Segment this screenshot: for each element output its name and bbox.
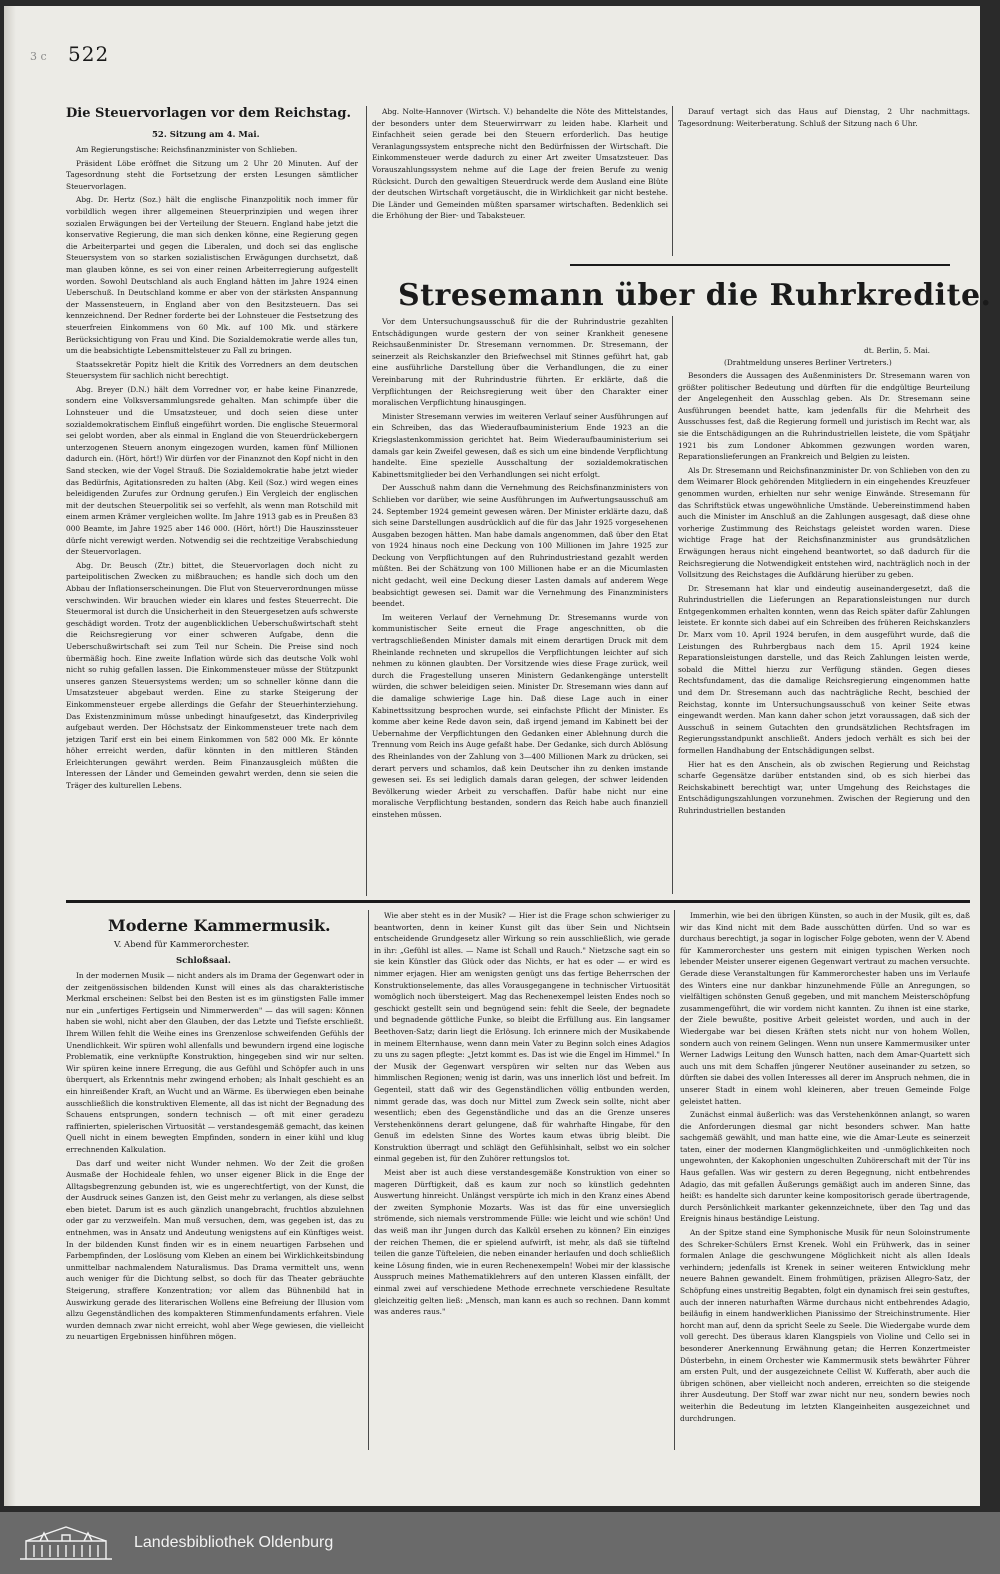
article-stresemann-title: Stresemann über die Ruhrkredite. [398, 278, 992, 313]
page-edge-shadow [4, 6, 16, 1506]
article-musik-subtitle: V. Abend für Kammerorchester. [114, 940, 250, 950]
column-divider [368, 910, 369, 1450]
paragraph: Der Ausschuß nahm dann die Vernehmung des Reichsfinanzministers von Schlieben vor darüber, wie seine Ausführungen im Aufwertungsausschuß am 24. September 1924 gemeint gewesen wären. Der Minister erklärte dazu, daß sich seine Darstellungen ausdrücklich auf die für das Jahr 1925 vorgesehenen Ausgaben bezogen hätten. Man habe damals angenommen, daß über den Etat von 1924 hinaus noch eine Deckung von 100 Millionen im Jahre 1925 zur Deckung von Verpflichtungen auf den Ruhrindustriestand gezahlt werden müßten. Bei der Schätzung von 100 Millionen habe er an die Micumlasten nicht gedacht, weil eine Deckung dieser Lasten damals auf anderem Wege beabsichtigt gewesen sei. Damit war die Vernehmung des Finanzministers beendet. [372, 483, 668, 609]
paragraph: Im weiteren Verlauf der Vernehmung Dr. Stresemanns wurde von kommunistischer Seite erneut die Frage angeschnitten, ob die vertragschließenden Minister damals mit einem derartigen Druck mit dem Rheinlande rechneten und skrupellos die Verpflichtungen leichter auf sich nehmen zu können glaubten. Der Vorsitzende wies diese Frage zurück, weil durch die Fragestellung unseren Ministern Gedankengänge unterstellt würden, die schwer beleidigen seien. Minister Dr. Stresemann wies dann auf die damalige schwierige Lage hin. Daß diese Lage auch in einer Kabinettssitzung besprochen wurde, sei einfachste Pflicht der Minister. Es komme aber keine Rede davon sein, daß irgend jemand im Kabinett bei der Uebernahme der Verpflichtungen den Gedanken einer Ablehnung durch die Trennung vom Reich ins Auge gefaßt habe. Der Gedanke, sich durch Ablösung des Rheinlandes von der Zahlung von 3—400 Millionen Mark zu drücken, sei derart pervers und schamlos, daß kein Deutscher ihn zu denken imstande gewesen sei. Es sei lediglich damals daran gelegen, der schwer leidenden Bevölkerung wieder Arbeit zu verschaffen. Dafür habe nicht nur eine moralische Verpflichtung bestanden, sondern das Reich habe auch finanziell einstehen müssen. [372, 612, 668, 819]
paragraph: Meist aber ist auch diese verstandesgemäße Konstruktion von einer so mageren Dürftigkeit, daß es kaum zur noch so künstlich gedehnten Auswertung hinreicht. Unlängst verspürte ich mich in den Kranz eines Abend der zweiten Symphonie Mozarts. Was ist das für eine unversieglich strömende, sich niemals verstrommende Fülle: wie leicht und wie schön! Und das weiß man ihr Jungen durch das Kalkül ersehen zu können? Ein einziges der reichen Themen, die er spielend aufwirft, ist mehr, als daß sie tüftelnd teilen die ganze Tüfteleien, die neben einander herlaufen und doch schließlich keine Lösung finden, wie in euren Rechenexempeln! Wobei mir der klassische Ausspruch meines Mathematiklehrers auf den unteren Klassen einfällt, der einmal zwei auf verschiedene Methode errechnete verschiedene Resultate gleichzeitig gelten ließ: „Mensch, man kann es auch so rechnen. Dann kommt was anderes raus." [374, 1168, 670, 1317]
paragraph: Das darf und weiter nicht Wunder nehmen. Wo der Zeit die großen Ausmaße der Hochideale fehlen, wo unser eigener Blick in die Enge der Alltagsbegrenzung gebunden ist, wie es ungerechtfertigt, von der Kunst, die der Ausdruck seines Ganzen ist, den Geist mehr zu verlangen, als diese selbst eben bietet. Darum ist es auch gänzlich unangebracht, fruchtlos abzulehnen oder gar zu verzweifeln. Man muß versuchen, dem, was gegeben ist, das zu entnehmen, was in Ansatz und Andeutung wenigstens auf ein Künftiges weist. In der bildenden Kunst finden wir es in einem neuartigen Farbsehen und Farbempfinden, der Loslösung vom Kleben an einem bei Wirklichkeitsbindung unmittelbar nachmalendem Naturalismus. Das Drama vermittelt uns, wenn auch weniger für die Dichtung selbst, so doch für das Theater gebräuchte Steigerung, straffere Konzentration; vor allem das Bühnenbild hat in Auswirkung gerade des literarischen Wollens eine Befreiung der Illusion vom allzu Gegenständlichen des kompakteren Stimmenfundaments erfahren. Viele wurden demnach zwar nicht erreicht, wohl aber Wege gewiesen, die vielleicht zu neuartigen Ergebnissen hinführen mögen. [66, 1158, 364, 1342]
paragraph: Vor dem Untersuchungsausschuß für die der Ruhrindustrie gezahlten Entschädigungen wurde gestern der von seiner Krankheit genesene Reichsaußenminister Dr. Stresemann vernommen. Dr. Stresemann, der seinerzeit als Reichskanzler den Briefwechsel mit Stinnes geführt hat, gab eine ausführliche Darstellung über die Verhandlungen, die zu einer Vereinbarung mit der Ruhrindustrie führten. Er erklärte, daß die Verpflichtungen der Reichsregierung weit über den Charakter einer moralischen Verpflichtung hinausgingen. [372, 317, 668, 408]
article-musik-col2 [374, 910, 670, 1452]
margin-mark: 3 c [30, 50, 47, 63]
paragraph: Besonders die Aussagen des Außenministers Dr. Stresemann waren von größter politischer Bedeutung und dürften für die endgültige Beurteilung der Angelegenheit den Ausschlag geben. Als Dr. Stresemann seine Ausführungen beendet hatte, kam jedenfalls für die Mehrheit des Ausschusses fest, daß die Regierung formell und juristisch im Recht war, als sie die Entschädigungen an die Ruhrindustriellen leistete, die vom Spätjahr 1921 bis zum Londoner Abkommen gezwungen worden waren, Reparationslieferungen an Frankreich und Belgien zu leisten. [678, 371, 970, 462]
paragraph: Dr. Stresemann hat klar und eindeutig auseinandergesetzt, daß die Ruhrindustriellen die Lieferungen an Reparationsleistungen nur durch Entgegenkommen erhalten konnten, wenn das Reich später dafür Zahlungen leistete. Er konnte sich dabei auf ein Schreiben des früheren Reichskanzlers Dr. Marx vom 10. April 1924 berufen, in dem ausgeführt wurde, daß die Leistungen des Ruhrbergbaus nach dem 15. April 1924 keine Reparationsleistungen darstelle, und das Reich Zahlungen leisten werde, sobald die Mittel hierzu zur Verfügung ständen. Gegen dieses Rechtsfundament, das die damalige Reichsregierung eingenommen hatte und dem Dr. Stresemann auch das nachträgliche Recht, beschied der Reichstag, konnte im Untersuchungsausschuß von keiner Seite etwas eingewandt werden. Man kann daher schon jetzt voraussagen, daß sich der Ausschuß in seinem Gutachten den grundsätzlichen Rechtsfragen im Regierungsstandpunkt anschließt. Anders jedoch verhält es sich bei der formellen Handhabung der Entschädigungen selbst. [678, 583, 970, 755]
paragraph: Darauf vertagt sich das Haus auf Dienstag, 2 Uhr nachmittags. Tagesordnung: Weiterberatung. Schluß der Sitzung nach 6 Uhr. [678, 107, 970, 128]
paragraph: Als Dr. Stresemann und Reichsfinanzminister Dr. von Schlieben von den zu dem Weimarer Block gehörenden Mitgliedern in ein eingehendes Kreuzfeuer genommen wurden, erhielten nur sehr wenige Einwände. Stresemann für das Schriftstück etwas ungewöhnliche Umstände. Uebereinstimmend haben auch die Minister im Anschluß an die Zahlungen ausgesagt, daß diese ohne vorherige Zustimmung des Reichstags geleistet worden waren. Diese wichtige Frage hat der Reichsfinanzminister aus grundsätzlichen Erwägungen heraus nicht eingehend beantwortet, so daß dadurch für die Reichsregierung die Notwendigkeit entstehen wird, nachträglich noch in der Vollsitzung des Reichstages die Aufklärung hierüber zu geben. [678, 465, 970, 580]
paragraph: Abg. Breyer (D.N.) hält dem Vorredner vor, er habe keine Finanzrede, sondern eine Volksversammlungsrede gehalten. Man schimpfe über die Lohnsteuer und die Umsatzsteuer, und doch seien diese unter sozialdemokratischem Einfluß eingeführt worden. Die englische Steuermoral sei gelobt worden, aber als einmal in England die von Steuerdrückebergern unterzogenen Steuern anonym eingezogen wurden, kamen fünf Millionen dadurch ein. (Hört, hört!) Wir dürfen vor der Finanznot den Kopf nicht in den Sand stecken, wie der Vogel Strauß. Die Sozialdemokratie habe jetzt wieder das Bedürfnis, Agitationsreden zu halten (Abg. Keil (Soz.) wird wegen eines beleidigenden Zurufes zur Ordnung gerufen.) Ein Vergleich der englischen mit der deutschen Steuerpolitik sei so verfehlt, als wenn man Rotschild mit einem armen Krämer vergleichen wollte. Im Jahre 1913 gab es in Preußen 83 000 Beamte, im Jahre 1925 aber 146 000. (Hört, hört!) Die Hauszinssteuer dürfe nicht verewigt werden. Notwendig sei die rechtzeitige Verabschiedung der Steuervorlagen. [66, 384, 358, 557]
article-stresemann-col1 [372, 316, 668, 894]
page-number: 522 [68, 42, 110, 66]
article-stresemann-col2 [678, 370, 970, 894]
article-steuer-col3 [678, 106, 970, 256]
paragraph: Minister Stresemann verwies im weiteren Verlauf seiner Ausführungen auf ein Schreiben, das das Wiederaufbauministerium Ende 1923 an die Kriegslastenkommission gerichtet hat. Beim Wiederaufbauministerium sei damals gar kein Zweifel gewesen, daß es sich um eine bindende Verpflichtung handelte. Eine spezielle Ausschaltung der sozialdemokratischen Kabinettsmitglieder bei den Verhandlungen sei nicht erfolgt. [372, 411, 668, 479]
paragraph: Abg. Dr. Beusch (Ztr.) bittet, die Steuervorlagen doch nicht zu parteipolitischen Zwecken zu mißbrauchen; es handle sich doch um den Abbau der Inflationserscheinungen. Die Flut von Steuerverordnungen müsse verschwinden. Wir brauchen wieder ein klares und festes Steuerrecht. Die Steuermoral ist durch die Unsicherheit in den Steuergesetzen aufs schwerste geschädigt worden. Trotz der augenblicklichen Ueberschußwirtschaft steht die Reichsregierung vor einer schweren Aufgabe, denn die Ueberschußwirtschaft sei zum Teil nur Schein. Die Preise sind noch übermäßig hoch. Eine zweite Inflation würde sich das deutsche Volk wohl nicht so ruhig gefallen lassen. Die Einkommensteuer müsse der Stützpunkt unseres ganzen Steuersystems werden; um so schneller könne dann die Umsatzsteuer abgebaut werden. Eine zu starke Steigerung der Einkommensteuer ergebe allerdings die Gefahr der Steuerhinterziehung. Das Existenzminimum müsse unbedingt hinaufgesetzt, das Kinderprivileg aufgebaut werden. Der Höchstsatz der Einkommensteuer trete nach dem jetzigen Tarif erst ein bei einem Einkommen von 582 000 Mk. Er könnte höher erreicht werden, dafür könnten in den mittleren Ständen Erleichterungen gewährt werden. Beim Finanzausgleich müßten die Interessen der Länder und Gemeinden gewahrt werden, denn sie seien die Träger des kulturellen Lebens. [66, 560, 358, 791]
paragraph: Abg. Dr. Hertz (Soz.) hält die englische Finanzpolitik noch immer für vorbildlich wegen ihrer allgemeinen Steuerprinzipien und wegen ihrer sozialen Erwägungen bei der Verteilung der Steuern. England habe jetzt die konservative Regierung, die man sich denken könne, eine Regierung gegen die Arbeiterpartei und gegen die Liberalen, und doch sei das englische Steuersystem von so starken sozialistischen Erwägungen durchsetzt, daß man glauben könne, es sei von einer reinen Arbeiterregierung aufgestellt worden. Sowohl Deutschland als auch England hätten im Jahre 1924 einen Ueberschuß. In Deutschland komme er aber von der stärksten Anspannung der Massensteuern, in England aber von den Besitzsteuern. Das sei kennzeichnend. Der Redner forderte bei der Lohnsteuer die Festsetzung des steuerfreien Einkommens von 60 Mk. auf 100 Mk. und stärkere Berücksichtigung von Frau und Kind. Die Sozialdemokratie werde alles tun, um die beabsichtigte Lebensmittelsteuer zu Fall zu bringen. [66, 195, 358, 356]
article-musik-col3 [680, 910, 970, 1452]
paragraph: Wie aber steht es in der Musik? — Hier ist die Frage schon schwieriger zu beantworten, denn in keiner Kunst gilt das über Sein und Nichtsein entscheidende Grundgesetz aller Wirkung so rein ausschließlich, wie gerade in ihr: „Gefühl ist alles. — Name ist Schall und Rauch." Nietzsche sagt ein so sie kein Künstler das Glück oder das Nichts, er hat es oder — er wird es nimmer erjagen. Hier am wenigsten genügt uns das fertige Beherrschen der Konstruktionselemente, das alles Vorausgegangene in technischer Virtuosität womöglich noch übersteigert. Mag das Rechenexempel leisten Endes noch so geschickt gestellt sein und begnügend sein: fehlt die Seele, der begnadete und begnadende göttliche Funke, so bleibt die Erfüllung aus. Ein langsamer Beethoven-Satz; darin liegt die Erlösung. Ich erinnere mich der Musikabende in meinem Elternhause, wenn dann mein Vater zu Beginn solch eines Adagios zu uns zu sagen pflegte: „Jetzt kommt es. Das ist wie die Engel im Himmel." In der Musik der Gegenwart verspüren wir selten nur das Weben aus himmlischen Regionen; wenig ist darin, was uns innerlich löst und befreit. Im Gegenteil, statt daß wir des Gegenständlichen völlig entbunden werden, nimmt gerade das, was doch nur Mittel zum Zweck sein sollte, nicht aber wesentlich; eben des Gegenständliche und das an die Grenze unseres Verstehenkönnens derart gelungene, daß für wahrhafte Hingabe, für den Genuß im edelsten Sinne des Wortes kaum etwas übrig bleibt. Die Konstruktion überragt und schlägt den Gefühlsinhalt, selbst wo ein solcher einmal gegeben ist, für den Zuhörer rettungslos tot. [374, 911, 670, 1164]
library-building-icon [16, 1523, 116, 1563]
paragraph: Immerhin, wie bei den übrigen Künsten, so auch in der Musik, gilt es, daß wir das Kind nicht mit dem Bade ausschütten dürfen. Und so war es durchaus berechtigt, ja sogar in logischer Folge geboten, wenn der V. Abend für Kammerorchester uns gestern mit einigen typischen Werken noch lebender Meister unserer eigenen Gegenwart vertraut zu machen versuchte. Gerade diese Veranstaltungen für Kammerorchester haben uns im Verlaufe des Winters eine nur dankbar hinzunehmende Fülle an Anregungen, so vielfältigen schönsten Genuß gegeben, und mit manchem Meisterschöpfung zusammengeführt, die wir vordem nicht kannten. Zu ihnen ist eine starke, der Ziele bewußte, positive Arbeit geleistet worden, und auch in der Wiedergabe war bei diesen Kräften stets nicht nur von hohem Wollen, sondern auch von reinem Gelingen. Wenn nun unsere Kammermusiker unter Werner Ladwigs Leitung den Wunsch hatten, nach dem Amar-Quartett sich auch uns mit dem Schaffen jüngerer Neutöner auseinander zu setzen, so dürften sie dabei des vollen Interesses all derer im Anspruch nehmen, die in unserer Stadt in einem wohl kleineren, aber treuen Gemeinde Folge geleistet hatten. [680, 911, 970, 1106]
paragraph: In der modernen Musik — nicht anders als im Drama der Gegenwart oder in der zeitgenössischen bildenden Kunst will eines als das charakteristische Merkmal erscheinen: Selbst bei den Besten ist es im günstigsten Falle immer nur ein „unfertiges Fertigsein und Nimmerwerden" — das will sagen: Können haben sie wohl, nicht aber den Glauben, der das Letzte und Tiefste erschließt. Ihrem Willen fehlt die Weihe eines ins Grenzenlose schweifenden Gefühls der Unendlichkeit. Wir spüren wohl allenfalls und bewundern irgend eine logische Problematik, eine verknüpfte Konstruktion, hingegeben sind wir nur selten. Wir spüren keine innere Erregung, die aus Gefühl und Schöpfer auch in uns überquert, als Erkenntnis mehr zwingend erhoben; als Inhalt geschieht es an ein hinreißender Kraft, an Wucht und an Wärme. Es überwiegen eben beinahe ausschließlich die konstruktiven Elemente, all das ist nicht der Begnadung des Schauens entsprungen, sondern technisch — oft mit einer geradezu raffinierten, spielerischen Virtuosität — verstandesgemäß gemacht, das keinen Quell nicht in einem bewegten Empfinden, sondern in einer kühl und klug errechnenden Kalkulation. [66, 971, 364, 1154]
library-footer [0, 1512, 1000, 1574]
article-steuer-title: Die Steuervorlagen vor dem Reichstag. [66, 106, 352, 121]
article-separator [570, 264, 950, 266]
paragraph: Hier hat es den Anschein, als ob zwischen Regierung und Reichstag scharfe Gegensätze darüber entstanden sind, ob es sich hierbei das Reichskabinett berechtigt war, unter Umgehung des Reichstages die Entschädigungszahlungen vorzunehmen. Zwischen der Regierung und den Ruhrindustriellen bestanden [678, 759, 970, 815]
paragraph: An der Spitze stand eine Symphonische Musik für neun Soloinstrumente des Schreker-Schülers Ernst Krenek. Wohl ein Frühwerk, das in seiner formalen Anlage die geschwungene Möglichkeit nicht als allen Ideals verhindern; jedenfalls ist Krenek in seiner weiteren Entwicklung mehr neuere Bahnen gewandelt. Einem frohmütigen, präzisen Allegro-Satz, der Schöpfung eines unstreitig Begabten, folgt ein dynamisch frei sein gestuftes, auch der inneren naturhaften Wärme durchaus nicht entbehrendes Adagio, beiläufig in einem handwerklichen Pianissimo der Streichinstrumente. Hier horcht man auf, denn da spricht Seele zu Seele. Die Wiedergabe wurde dem voll gerecht. Des überaus klaren Klangspiels von Violine und Cello sei in besonderer Anerkennung Erwähnung getan; die Herren Konzertmeister Düsterbehn, in einem Orchester wie Kammermusik stets bewährter Führer am ersten Pult, und der ausgezeichnete Cellist W. Kufferath, aber auch die übrigen schönen, aber vielleicht noch anderen, erreichten so die steigende ihrer Ausdeutung. Der Stoff war zwar nicht nur neu, sondern bewies noch weiterhin die Bedeutung im letzten Klangeinheiten ausgezeichnet und durchdrungen. [680, 1228, 970, 1423]
article-musik-title: Moderne Kammermusik. [108, 916, 331, 935]
column-divider [674, 910, 675, 1450]
article-steuer-col2 [372, 106, 668, 256]
article-steuer-session: 52. Sitzung am 4. Mai. [152, 130, 260, 140]
column-divider [366, 106, 367, 896]
library-name: Landesbibliothek Oldenburg [134, 1534, 334, 1551]
paragraph: Präsident Löbe eröffnet die Sitzung um 2 Uhr 20 Minuten. Auf der Tagesordnung steht die Fortsetzung der ersten Lesungen sämtlicher Steuervorlagen. [66, 158, 358, 191]
article-stresemann-source: (Drahtmeldung unseres Berliner Vertreters.) [724, 358, 892, 367]
article-musik-note: Schloßsaal. [176, 956, 231, 966]
column-divider [672, 316, 673, 894]
paragraph: Am Regierungstische: Reichsfinanzminister von Schlieben. [76, 145, 298, 154]
article-musik-col1 [66, 970, 364, 1452]
column-divider [672, 106, 673, 256]
section-separator [66, 900, 970, 903]
newspaper-page [4, 6, 992, 1506]
paragraph: Staatssekretär Popitz hielt die Kritik des Vorredners an dem deutschen Steuersystem für sachlich nicht berechtigt. [66, 359, 358, 381]
article-stresemann-dateline: dt. Berlin, 5. Mai. [864, 346, 931, 355]
paragraph: Abg. Nolte-Hannover (Wirtsch. V.) behandelte die Nöte des Mittelstandes, der besonders unter dem Steuerwirrwarr zu leiden habe. Klarheit und Einfachheit seien gerade bei den Steuern erforderlich. Das heutige Veranlagungssystem entspreche nicht den Bedürfnissen der Wirtschaft. Die Einkommensteuer werde dadurch zu einer Art zweiter Umsatzsteuer. Das Vorauszahlungssystem nehme auf die Lage der freien Berufe zu wenig Rücksicht. Durch den gewaltigen Steuerdruck werde dem Ausland eine Blüte der deutschen Wirtschaft vorgetäuscht, die in Wirklichkeit gar nicht bestehe. Die Länder und Gemeinden müßten sparsamer wirtschaften. Bedenklich sei die Erhöhung der Bier- und Tabaksteuer. [372, 107, 668, 221]
article-steuer-col1 [66, 144, 358, 894]
paragraph: Zunächst einmal äußerlich: was das Verstehenkönnen anlangt, so waren die Anforderungen diesmal gar nicht besonders schwer. Man hatte sachgemäß gewählt, und man hatte eine, wie die Amar-Leute es seinerzeit taten, einer der modernen Klangmöglichkeiten und -unmöglichkeiten noch ungewohnten, der Kakophonien ungeschulten Zuhörerschaft mit der Tür ins Haus gefallen. Was wir gestern zu deren Begegnung, nicht entbehrendes Adagio, das mit gefallen Äußerungs gemäßigt auch im anderen Sinne, das heißt: es handelte sich darunter keine kompositorisch gerade übertragende, durch Persönlichkeit markanter gekennzeichnete, über den Tag und das Ereignis hinaus beständige Leistung. [680, 1110, 970, 1224]
